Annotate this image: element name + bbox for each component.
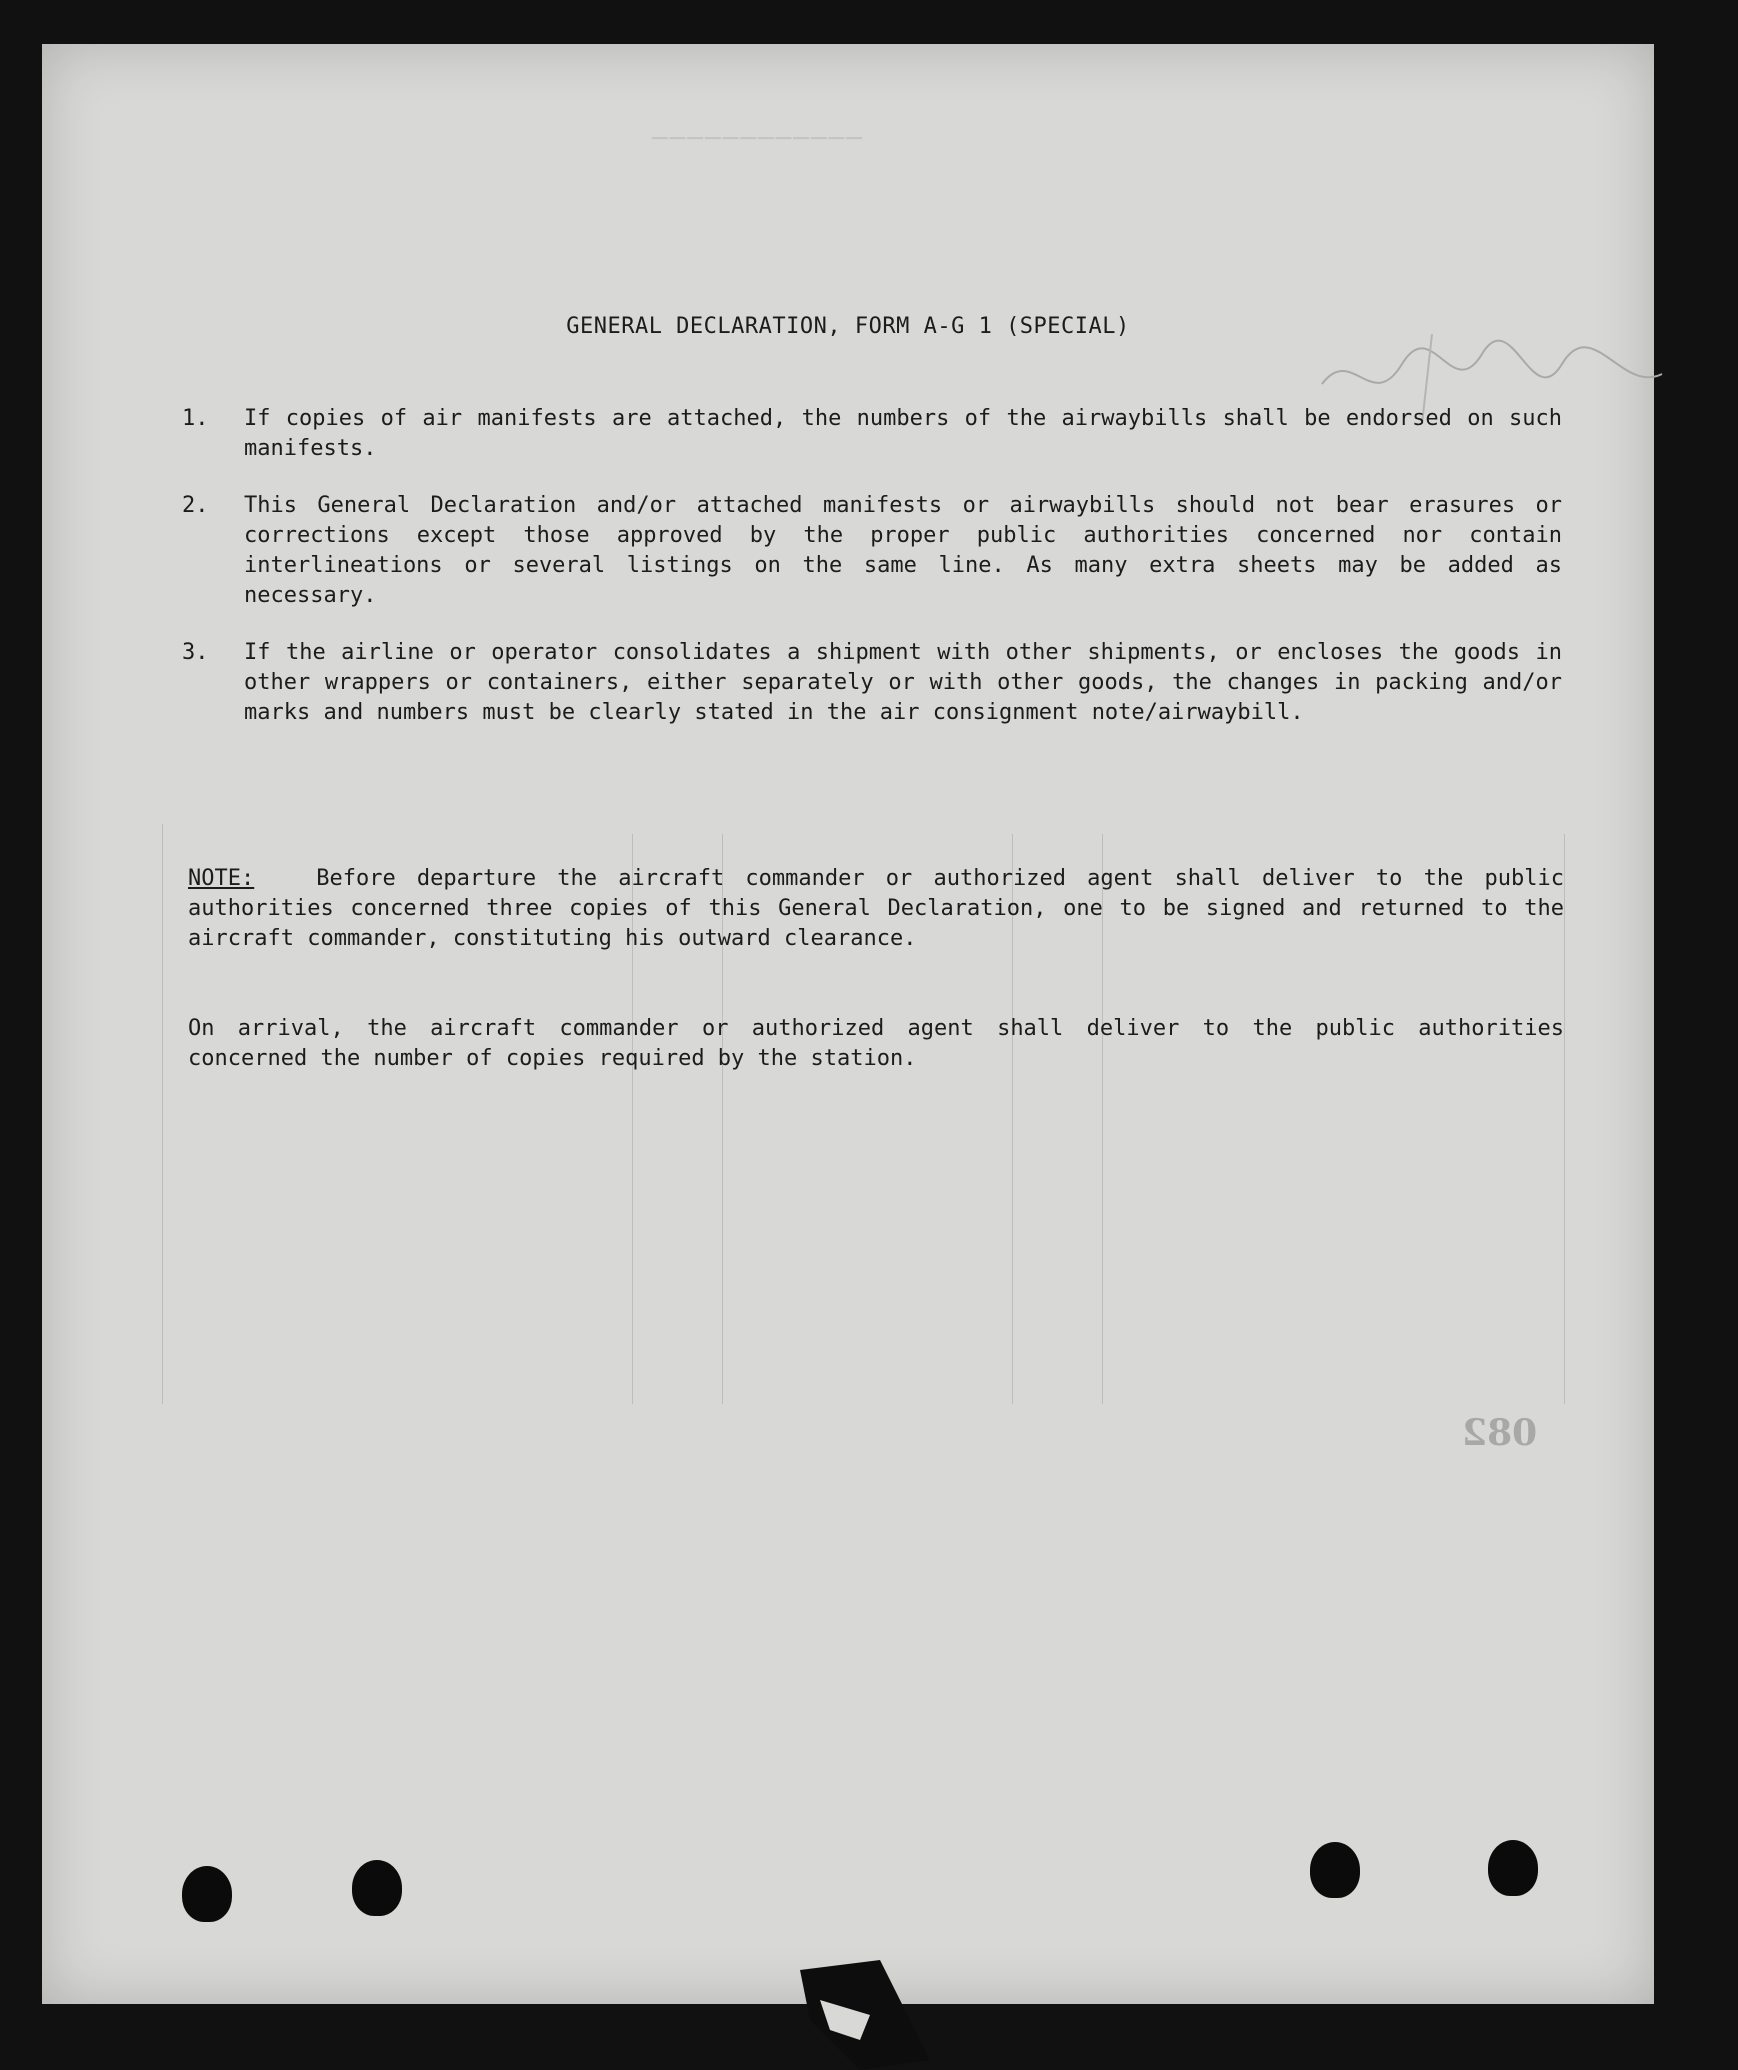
item-text: If copies of air manifests are attached, the numbers of the airwaybills shall be endorsed on such manifests. xyxy=(244,406,1562,461)
item-text: This General Declaration and/or attached manifests or airwaybills should not bear erasures or corrections except those approved by the proper public authorities concerned nor contain interlineations or several listings on the same line. As many extra sheets may be added as necessary. xyxy=(244,493,1562,608)
punch-hole xyxy=(1310,1842,1360,1898)
punch-hole xyxy=(352,1860,402,1916)
punch-hole xyxy=(1488,1840,1538,1896)
list-item xyxy=(182,491,1562,611)
torn-paper-tab xyxy=(790,1960,940,2070)
item-number: 1. xyxy=(182,406,209,431)
note-label: NOTE: xyxy=(188,866,255,891)
bleed-through-line xyxy=(1564,834,1565,1404)
bleed-through-stamp: 082 xyxy=(1462,1412,1538,1454)
item-number: 2. xyxy=(182,493,209,518)
punch-hole xyxy=(182,1866,232,1922)
item-text: If the airline or operator consolidates a shipment with other shipments, or encloses the goods in other wrappers or containers, either separately or with other goods, the changes in packing and/or marks and numbers must be clearly stated in the air consignment note/airwaybill. xyxy=(244,640,1562,725)
bleed-through-line xyxy=(162,824,163,1404)
note-text: Before departure the aircraft commander or authorized agent shall deliver to the public authorities concerned three copies of this General Declaration, one to be signed and returned to the aircraft commander, constituting his outward clearance. xyxy=(188,866,1564,951)
document-page xyxy=(42,44,1654,2004)
instruction-list xyxy=(182,404,1562,755)
list-item xyxy=(182,638,1562,728)
note-paragraph xyxy=(188,864,1564,954)
page-title: GENERAL DECLARATION, FORM A-G 1 (SPECIAL) xyxy=(566,314,1130,339)
arrival-paragraph: On arrival, the aircraft commander or authorized agent shall deliver to the public authorities concerned the number of copies required by the station. xyxy=(188,1016,1564,1071)
item-number: 3. xyxy=(182,640,209,665)
list-item xyxy=(182,404,1562,464)
bleed-through-text: ──────────── xyxy=(652,124,864,154)
